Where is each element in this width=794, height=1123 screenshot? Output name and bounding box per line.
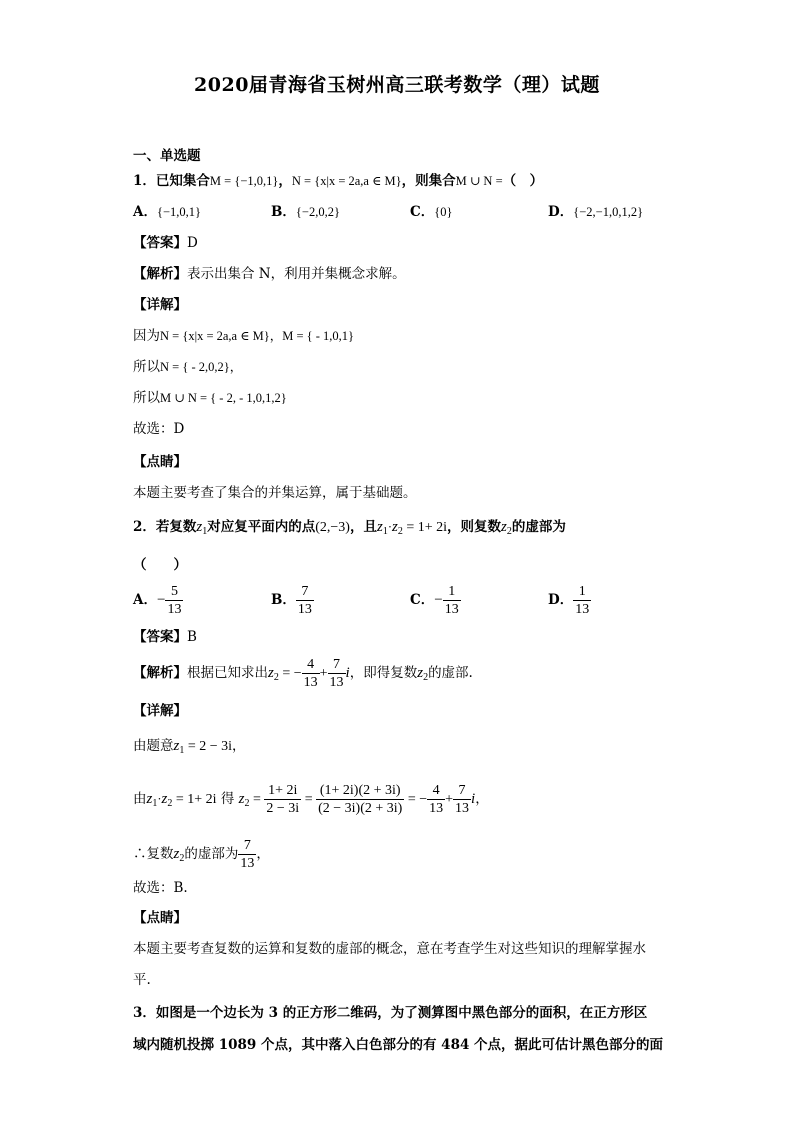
q2-detail-heading: 【详解】: [133, 703, 187, 719]
q1-stem: 1．已知集合M = {−1,0,1}，N = {x|x = 2a,a ∈ M}，则集合M ∪ N =（ ）: [133, 173, 544, 189]
q3-stem-line-2: 域内随机投掷 1089 个点，其中落入白色部分的有 484 个点，据此可估计黑色部分的面: [133, 1037, 664, 1053]
q2-detail-line-1: 由题意$z_1 = 2 - 3i$，: [133, 738, 246, 756]
q2-stem-paren: （ ）: [133, 557, 187, 573]
q1-comment: 本题主要考查了集合的并集运算，属于基础题。: [133, 485, 417, 501]
q2-detail-line-3: ∴复数$z_2$的虚部为 $\frac{7}{13}$ ，: [133, 838, 270, 871]
q1-option-d: D．{−2,−1,0,1,2}: [548, 204, 644, 220]
q1-detail-line-1: 因为N = {x|x = 2a,a ∈ M}，M = { - 1,0,1}: [133, 328, 355, 344]
q2-comment-line-2: 平.: [133, 972, 151, 988]
q3-stem-line-1: 3．如图是一个边长为 3 的正方形二维码，为了测算图中黑色部分的面积，在正方形区: [133, 1005, 648, 1021]
q2-option-d: D． $\frac{1}{13}$: [548, 584, 590, 617]
q1-analysis: 【解析】表示出集合 N，利用并集概念求解。: [133, 266, 406, 282]
q2-analysis: 【解析】根据已知求出$z_2$ = − $\frac{4}{13}$ + $\frac{7}{13}$ i，即得复数$z_2$的虚部.: [133, 657, 473, 690]
q1-detail-heading: 【详解】: [133, 297, 187, 313]
q1-choice: 故选：D: [133, 421, 185, 437]
q1-answer: 【答案】D: [133, 235, 198, 251]
q2-choice: 故选：B.: [133, 880, 188, 896]
q2-comment-heading: 【点睛】: [133, 910, 187, 926]
q1-option-a: A．{−1,0,1}: [133, 204, 202, 220]
fraction: $\frac{7}{13}$: [297, 584, 312, 617]
q2-option-c: C．− $\frac{1}{13}$: [410, 584, 459, 617]
fraction: $\frac{1}{13}$: [575, 584, 590, 617]
q1-option-c: C．{0}: [410, 204, 453, 220]
fraction: $\frac{1}{13}$: [444, 584, 459, 617]
q2-detail-line-2: 由$z_1\cdot z_2 = 1+ 2i$ 得 $z_2$ = $\frac{1+ 2i}{2 - 3i}$ = $\frac{(1+ 2i)(2 + 3i)}{(2 - 3i)(2 + 3i)}$ = − $\frac{4}{13}$ + $\frac{7}{13}$ i，: [133, 783, 489, 816]
q1-detail-line-2: 所以N = { - 2,0,2}，: [133, 359, 243, 375]
page-title: 2020届青海省玉树州高三联考数学（理）试题: [194, 74, 600, 96]
fraction: $\frac{5}{13}$: [167, 584, 182, 617]
q1-detail-line-3: 所以M ∪ N = { - 2, - 1,0,1,2}: [133, 390, 287, 406]
q2-option-b: B． $\frac{7}{13}$: [271, 584, 312, 617]
q2-comment-line-1: 本题主要考查复数的运算和复数的虚部的概念，意在考查学生对这些知识的理解掌握水: [133, 941, 646, 957]
q2-option-a: A．− $\frac{5}{13}$: [133, 584, 182, 617]
q2-stem: 2．若复数$z_1$对应复平面内的点(2,−3)，且$z_1\cdot z_2 = 1+ 2i$，则复数$z_2$的虚部为: [133, 519, 566, 537]
q1-option-b: B．{−2,0,2}: [271, 204, 340, 220]
q1-comment-heading: 【点睛】: [133, 454, 187, 470]
q2-answer: 【答案】B: [133, 629, 197, 645]
section-heading: 一、单选题: [133, 148, 201, 164]
